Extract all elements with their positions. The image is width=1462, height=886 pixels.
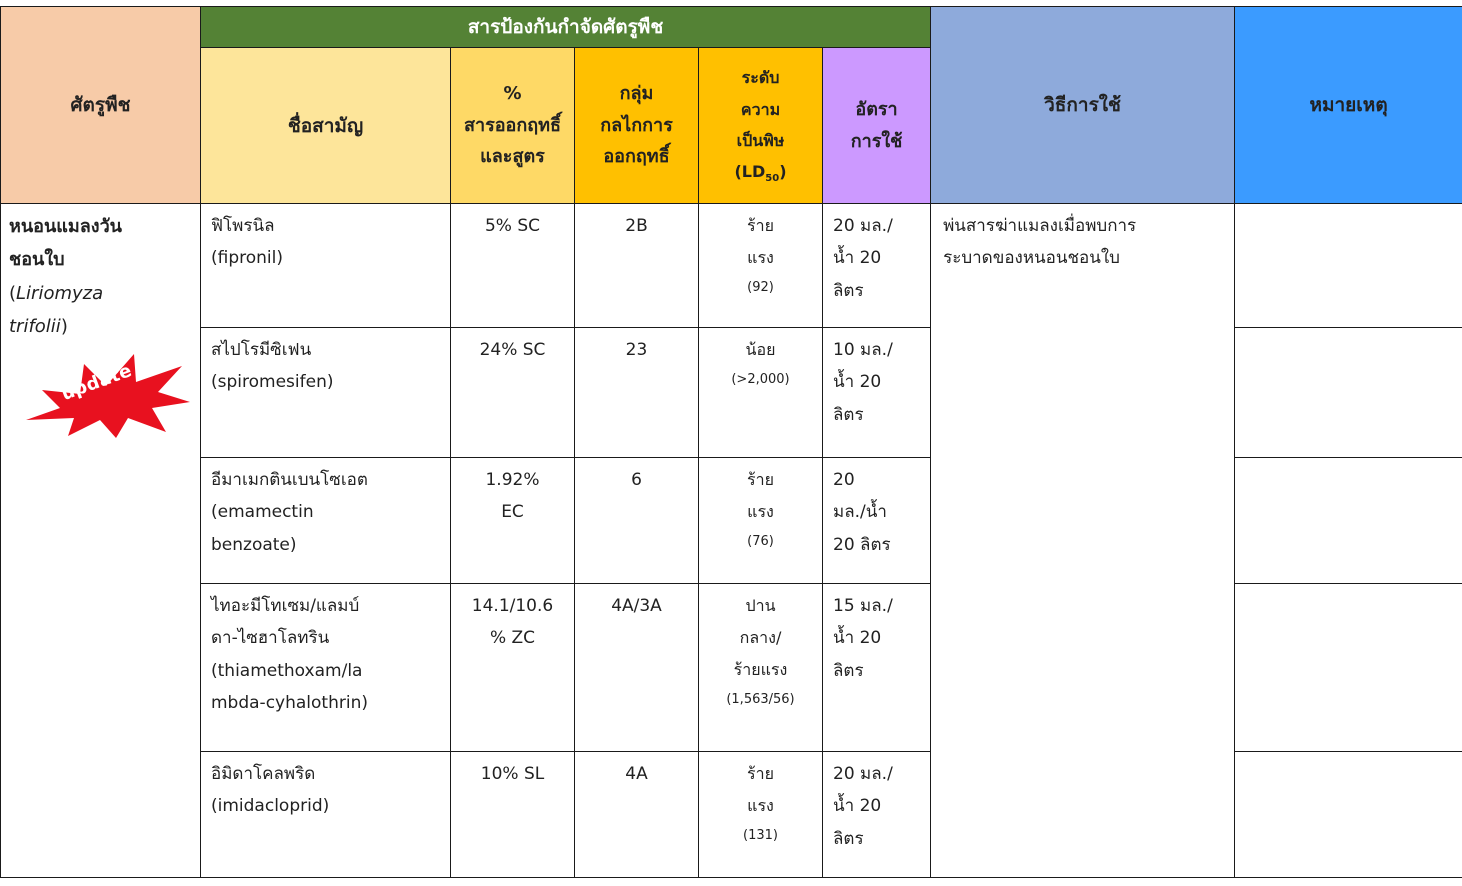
- update-badge-starburst-icon: [22, 346, 192, 438]
- toxicity-cell: ร้าย แรง (131): [699, 752, 823, 878]
- pest-name-line2: ชอนใบ: [9, 249, 65, 271]
- toxicity-value: (76): [747, 534, 774, 549]
- header-method: วิธีการใช้: [931, 7, 1235, 204]
- pest-sci-close: ): [60, 315, 68, 337]
- header-tox-line4: $(LD_{50})$: [734, 161, 787, 185]
- header-moa-line1: กลุ่ม: [619, 83, 654, 105]
- header-tox-line3: เป็นพิษ: [736, 130, 785, 150]
- toxicity-value: (>2,000): [731, 372, 790, 387]
- method-cell: [931, 204, 1235, 878]
- percent-cell: 1.92% EC: [451, 458, 575, 584]
- percent-cell: 10% SL: [451, 752, 575, 878]
- common-name-cell: สไปโรมีซิเฟน (spiromesifen): [201, 328, 451, 458]
- table-row: [1, 584, 1462, 752]
- toxicity-cell: ร้าย แรง (76): [699, 458, 823, 584]
- pest-cell: [1, 204, 201, 878]
- header-percent-line2: สารออกฤทธิ์: [463, 114, 562, 136]
- note-cell: [1235, 328, 1462, 458]
- header-rate-line1: อัตรา: [855, 99, 898, 120]
- table-row: [1, 204, 1462, 328]
- rate-cell: 15 มล./ น้ำ 20 ลิตร: [823, 584, 931, 752]
- table-row: [1, 752, 1462, 878]
- rate-cell: 20 มล./ น้ำ 20 ลิตร: [823, 752, 931, 878]
- toxicity-value: (131): [743, 828, 778, 843]
- pest-sci-line1: Liriomyza: [16, 282, 104, 304]
- header-percent-line3: และสูตร: [480, 146, 545, 168]
- toxicity-value: (92): [747, 280, 774, 295]
- toxicity-cell: น้อย (>2,000): [699, 328, 823, 458]
- common-name-cell: ฟิโพรนิล (fipronil): [201, 204, 451, 328]
- header-percent-line1: %: [503, 83, 522, 105]
- note-cell: [1235, 458, 1462, 584]
- moa-cell: 2B: [575, 204, 699, 328]
- percent-cell: 5% SC: [451, 204, 575, 328]
- pest-sci-open: (: [9, 282, 17, 304]
- pest-sci-line2: trifolii: [9, 315, 61, 337]
- pesticide-table: [0, 6, 1462, 878]
- method-line2: ระบาดของหนอนชอนใบ: [943, 248, 1120, 269]
- toxicity-value: (1,563/56): [726, 692, 795, 707]
- header-tox-line2: ความ: [740, 99, 781, 119]
- header-rate: [823, 48, 931, 204]
- moa-cell: 6: [575, 458, 699, 584]
- common-name-cell: ไทอะมีโทเซม/แลมบ์ ดา-ไซฮาโลทริน (thiamethoxam/la mbda-cyhalothrin): [201, 584, 451, 752]
- note-cell: [1235, 204, 1462, 328]
- header-pesticide-group: สารป้องกันกำจัดศัตรูพืช: [201, 7, 931, 48]
- rate-cell: 20 มล./น้ำ 20 ลิตร: [823, 458, 931, 584]
- moa-cell: 4A: [575, 752, 699, 878]
- header-percent-formulation: [451, 48, 575, 204]
- note-cell: [1235, 752, 1462, 878]
- update-badge-label: update: [58, 360, 135, 405]
- table-row: [1, 328, 1462, 458]
- percent-cell: 24% SC: [451, 328, 575, 458]
- common-name-cell: อีมาเมกตินเบนโซเอต (emamectin benzoate): [201, 458, 451, 584]
- rate-cell: 10 มล./ น้ำ 20 ลิตร: [823, 328, 931, 458]
- header-mode-of-action: [575, 48, 699, 204]
- header-rate-line2: การใช้: [850, 130, 903, 152]
- moa-cell: 23: [575, 328, 699, 458]
- header-toxicity: [699, 48, 823, 204]
- header-pest: ศัตรูพืช: [1, 7, 201, 204]
- header-tox-line1: ระดับ: [741, 68, 780, 88]
- pest-name-line1: หนอนแมลงวัน: [9, 216, 122, 237]
- note-cell: [1235, 584, 1462, 752]
- header-note: หมายเหตุ: [1235, 7, 1462, 204]
- header-moa-line2: กลไกการ: [600, 114, 673, 136]
- toxicity-cell: ร้าย แรง (92): [699, 204, 823, 328]
- rate-cell: 20 มล./ น้ำ 20 ลิตร: [823, 204, 931, 328]
- toxicity-cell: ปาน กลาง/ ร้ายแรง (1,563/56): [699, 584, 823, 752]
- method-line1: พ่นสารฆ่าแมลงเมื่อพบการ: [943, 216, 1137, 236]
- common-name-cell: อิมิดาโคลพริด (imidacloprid): [201, 752, 451, 878]
- table-row: [1, 458, 1462, 584]
- header-moa-line3: ออกฤทธิ์: [603, 146, 670, 168]
- percent-cell: 14.1/10.6 % ZC: [451, 584, 575, 752]
- header-common-name: ชื่อสามัญ: [201, 48, 451, 204]
- moa-cell: 4A/3A: [575, 584, 699, 752]
